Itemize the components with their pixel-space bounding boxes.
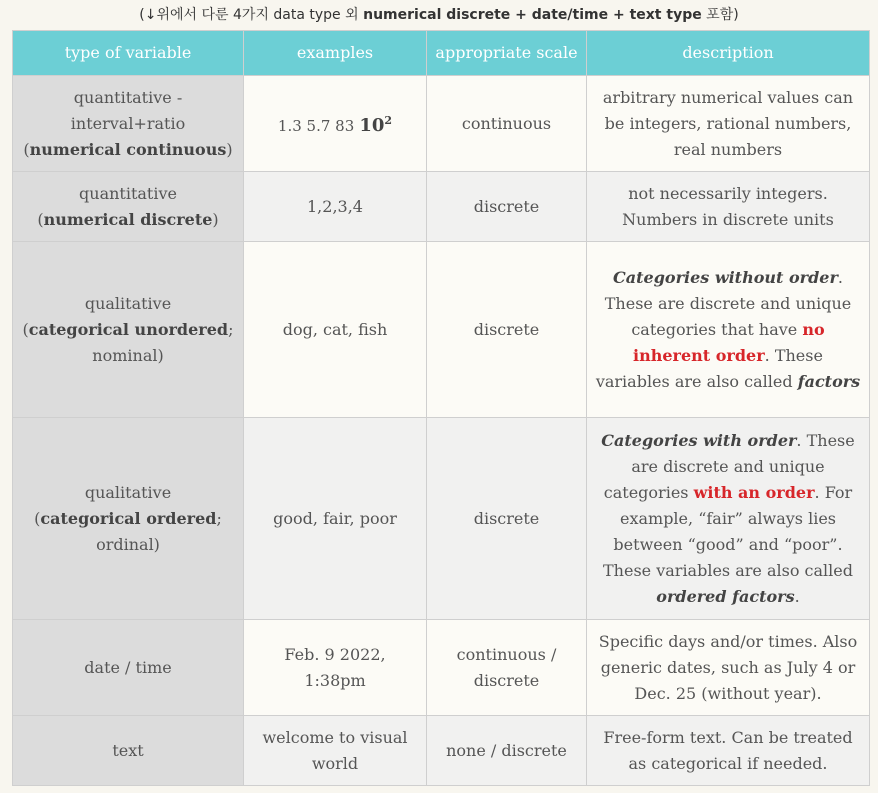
caption-bold: numerical discrete + date/time + text type <box>363 7 702 23</box>
description-cell: arbitrary numerical values can be integers, rational numbers, real numbers <box>587 76 870 172</box>
examples-text: 1.3 5.7 83 <box>277 117 355 135</box>
header-row <box>13 31 870 76</box>
scale-cell: none / discrete <box>427 716 587 786</box>
examples-cell: dog, cat, fish <box>244 242 427 418</box>
type-cell <box>13 76 244 172</box>
type-line: qualitative <box>84 293 172 313</box>
examples-cell: Feb. 9 2022, 1:38pm <box>244 620 427 716</box>
table-row <box>13 716 870 786</box>
description-cell: Free-form text. Can be treated as categorical if needed. <box>587 716 870 786</box>
table-row <box>13 172 870 242</box>
scale-cell: continuous <box>427 76 587 172</box>
examples-cell: good, fair, poor <box>244 418 427 620</box>
table-row <box>13 620 870 716</box>
header-appropriate-scale: appropriate scale <box>427 31 587 76</box>
scale-cell: discrete <box>427 418 587 620</box>
type-line: (categorical ordered; <box>34 508 222 528</box>
scale-cell: continuous / discrete <box>427 620 587 716</box>
description-cell: Categories with order. These are discrete and unique categories with an order. For example, “fair” always lies between “good” and “poor”. These variables are also called ordered factors. <box>587 418 870 620</box>
type-line: quantitative - <box>73 87 183 107</box>
examples-power: $10^2$ <box>359 114 393 136</box>
scale-cell: discrete <box>427 172 587 242</box>
type-line: ordinal) <box>96 534 160 554</box>
type-cell: date / time <box>13 620 244 716</box>
type-cell <box>13 418 244 620</box>
table-row <box>13 418 870 620</box>
examples-cell: welcome to visual world <box>244 716 427 786</box>
type-cell <box>13 242 244 418</box>
examples-cell: 1,2,3,4 <box>244 172 427 242</box>
description-cell: Specific days and/or times. Also generic dates, such as July 4 or Dec. 25 (without year). <box>587 620 870 716</box>
header-examples: examples <box>244 31 427 76</box>
data-types-table <box>12 30 870 786</box>
table-caption <box>0 4 878 24</box>
type-cell: text <box>13 716 244 786</box>
table-row <box>13 76 870 172</box>
type-line: qualitative <box>84 482 172 502</box>
header-description: description <box>587 31 870 76</box>
type-line: nominal) <box>92 345 164 365</box>
type-line: (numerical continuous) <box>23 139 233 159</box>
header-type-of-variable: type of variable <box>13 31 244 76</box>
type-line: (numerical discrete) <box>37 209 219 229</box>
description-cell: not necessarily integers. Numbers in discrete units <box>587 172 870 242</box>
type-line: interval+ratio <box>70 113 186 133</box>
scale-cell: discrete <box>427 242 587 418</box>
table-row <box>13 242 870 418</box>
type-line: (categorical unordered; <box>22 319 234 339</box>
examples-cell <box>244 76 427 172</box>
description-cell: Categories without order. These are discrete and unique categories that have no inherent order. These variables are also called factors <box>587 242 870 418</box>
caption-prefix: (↓위에서 다룬 4가지 data type 외 <box>139 7 364 23</box>
caption-suffix: 포함) <box>701 7 739 23</box>
type-line: quantitative <box>79 183 177 203</box>
type-cell <box>13 172 244 242</box>
